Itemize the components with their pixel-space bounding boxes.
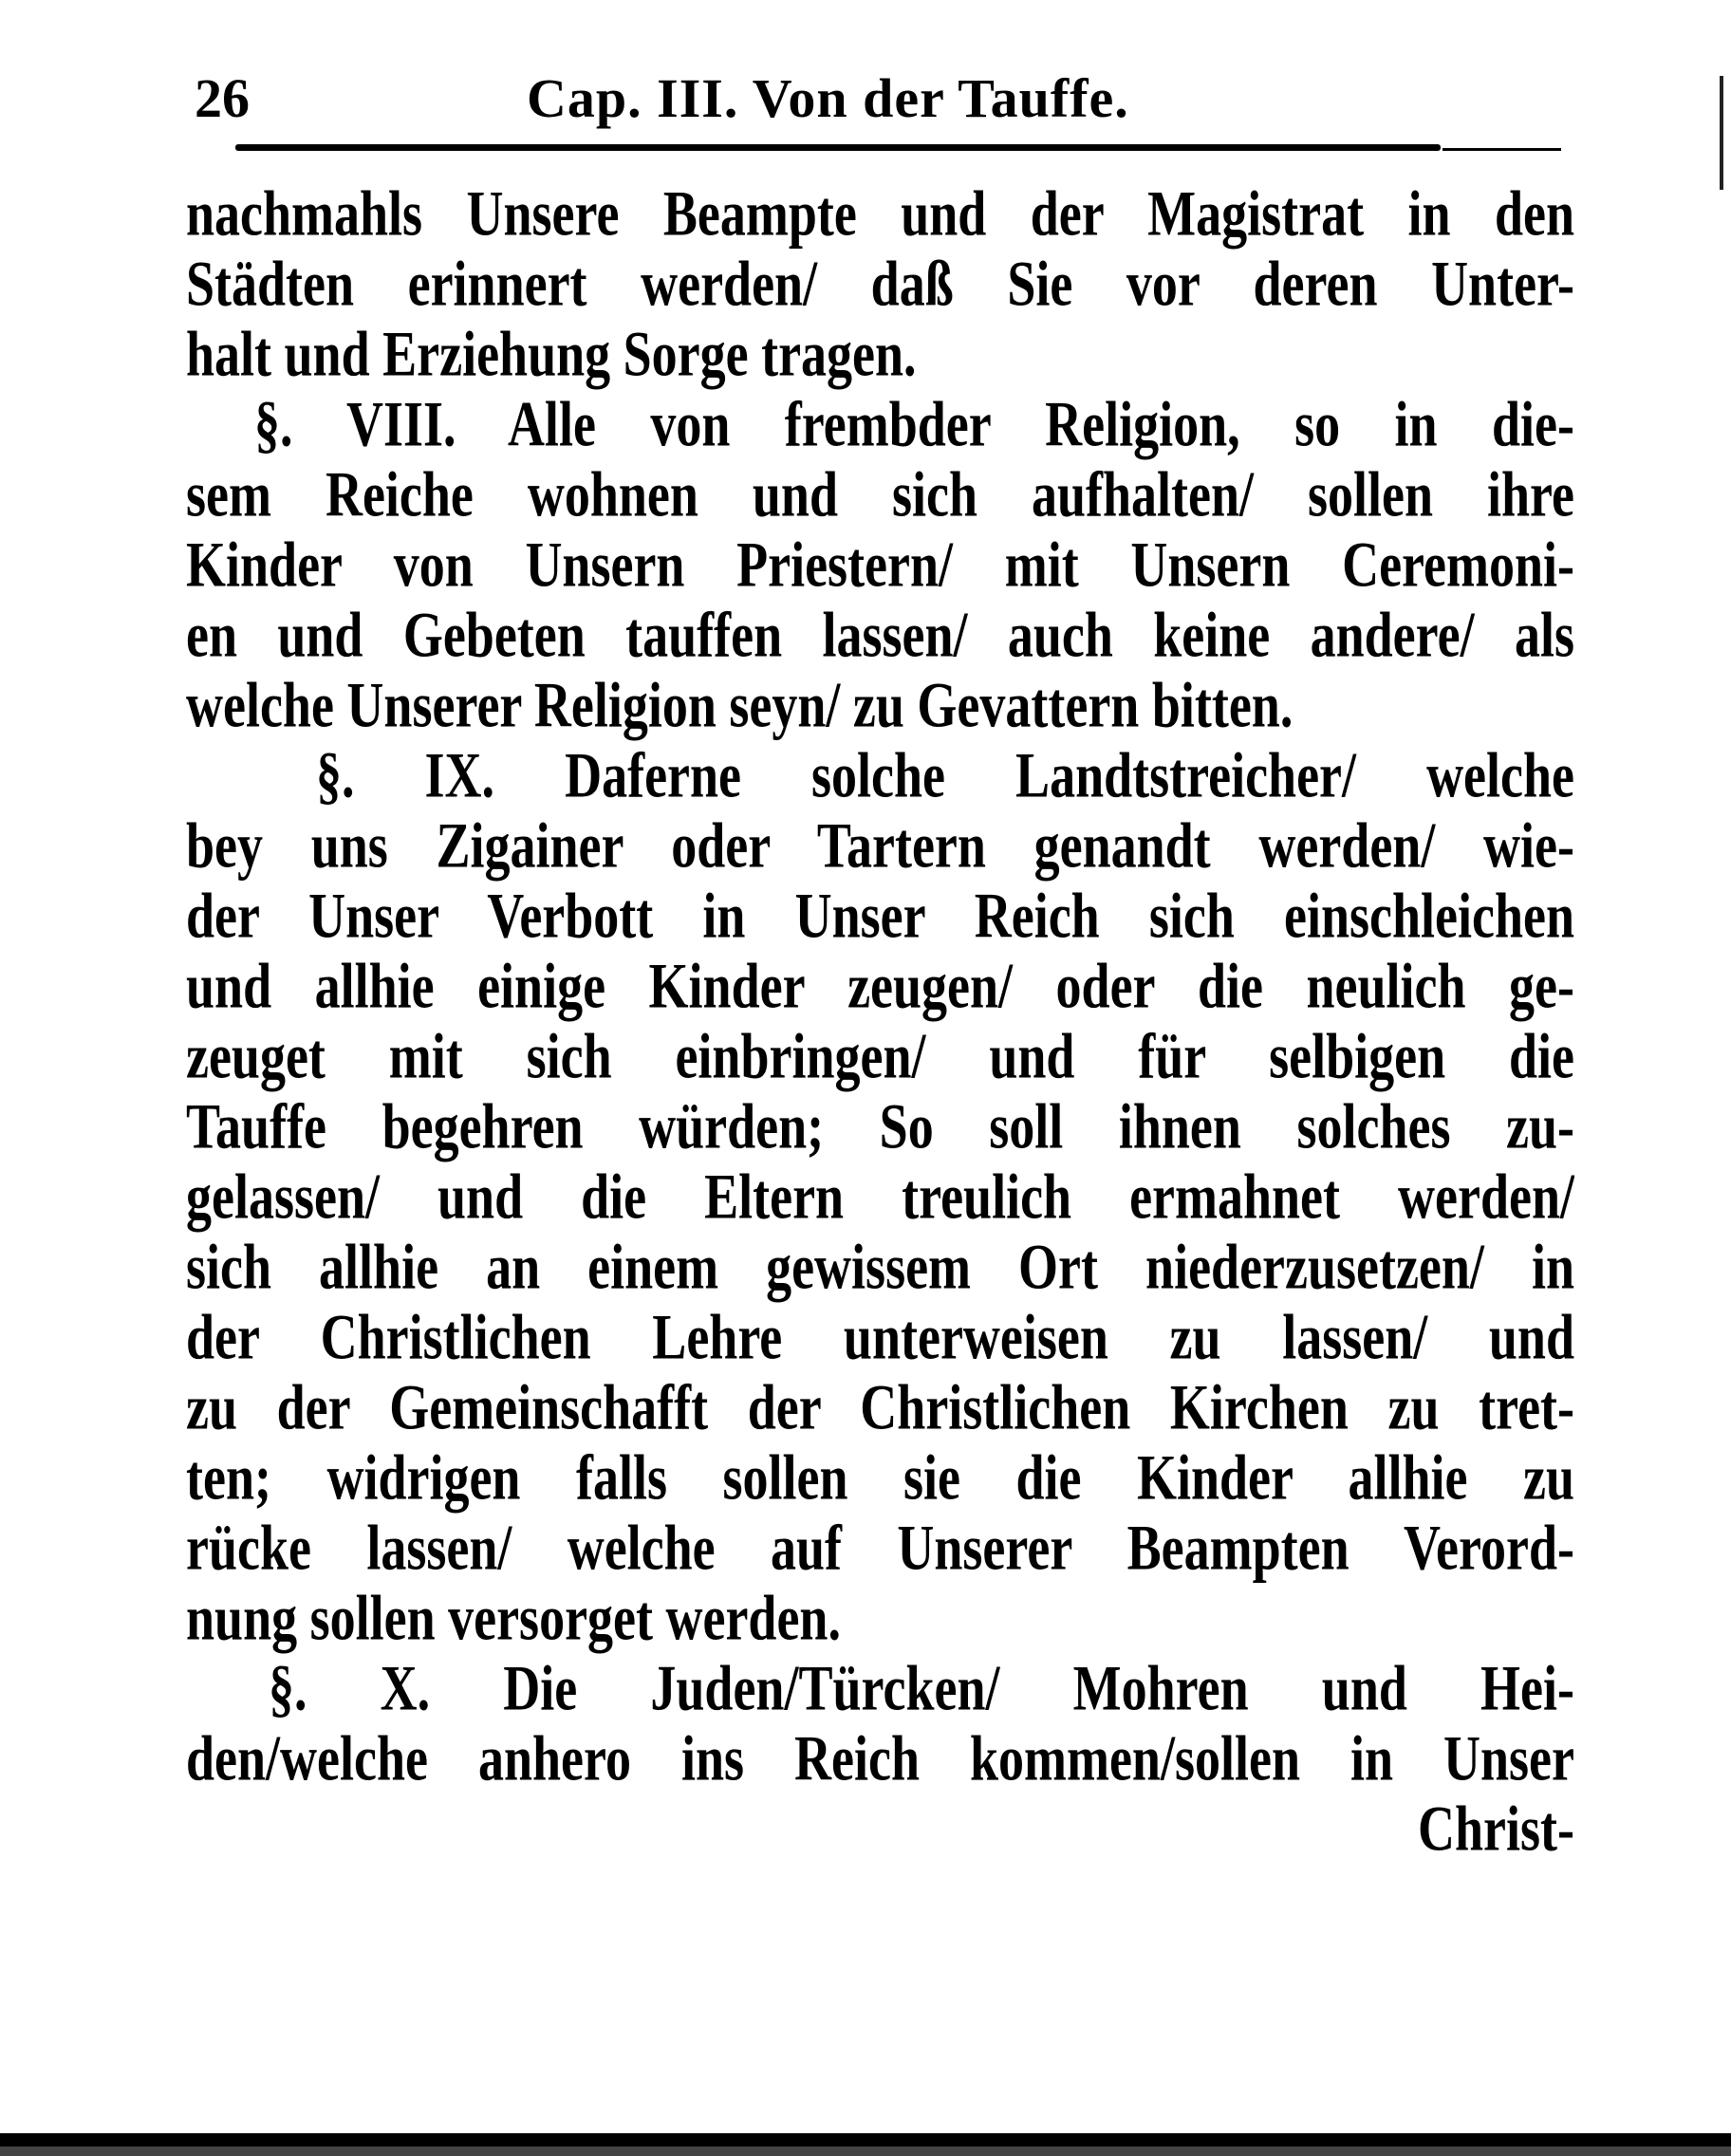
text-line: nung sollen versorget werden. — [186, 1582, 841, 1654]
text-line: den/welche anhero ins Reich kommen/sollen in Unser — [186, 1722, 1574, 1794]
text-line: Städten erinnert werden/ daß Sie vor deren Unter- — [186, 248, 1574, 320]
scan-border-lower — [0, 2147, 1731, 2156]
scan-border — [0, 2133, 1731, 2147]
header-rule — [235, 144, 1441, 151]
text-line: gelassen/ und die Eltern treulich ermahnet werden/ — [186, 1161, 1574, 1233]
page-number: 26 — [195, 67, 250, 129]
text-line: sem Reiche wohnen und sich aufhalten/ sollen ihre — [186, 458, 1574, 530]
text-line: nachmahls Unsere Beampte und der Magistrat in den — [186, 177, 1574, 250]
text-line: §. X. Die Juden/Türcken/ Mohren und Hei- — [269, 1652, 1574, 1724]
text-line: rücke lassen/ welche auf Unserer Beampten Verord- — [186, 1512, 1574, 1584]
text-line: en und Gebeten tauffen lassen/ auch keine andere/ als — [186, 599, 1574, 671]
text-line: zu der Gemeinschafft der Christlichen Kirchen zu tret- — [186, 1371, 1574, 1443]
text-line: sich allhie an einem gewissem Ort niederzusetzen/ in — [186, 1231, 1574, 1303]
text-line: der Christlichen Lehre unterweisen zu lassen/ und — [186, 1301, 1574, 1373]
text-line: §. IX. Daferne solche Landtstreicher/ welche — [316, 739, 1574, 811]
text-line: welche Unserer Religion seyn/ zu Gevattern bitten. — [186, 669, 1294, 741]
text-line: und allhie einige Kinder zeugen/ oder die neulich ge- — [186, 950, 1574, 1022]
text-line: halt und Erziehung Sorge tragen. — [186, 318, 917, 390]
text-line: §. VIII. Alle von frembder Religion, so in die- — [254, 388, 1574, 460]
text-line: der Unser Verbott in Unser Reich sich einschleichen — [186, 880, 1574, 952]
text-line: zeuget mit sich einbringen/ und für selbigen die — [186, 1020, 1574, 1092]
text-line: Tauffe begehren würden; So soll ihnen solches zu- — [186, 1090, 1574, 1162]
running-title: Cap. III. Von der Tauffe. — [527, 67, 1129, 129]
header-rule-thin — [1442, 148, 1561, 151]
catchword: Christ- — [1418, 1793, 1574, 1865]
text-line: bey uns Zigainer oder Tartern genandt werden/ wie- — [186, 809, 1574, 882]
page-edge-mark — [1720, 76, 1723, 190]
text-line: Kinder von Unsern Priestern/ mit Unsern Ceremoni- — [186, 529, 1574, 601]
text-line: ten; widrigen falls sollen sie die Kinder allhie zu — [186, 1441, 1574, 1514]
